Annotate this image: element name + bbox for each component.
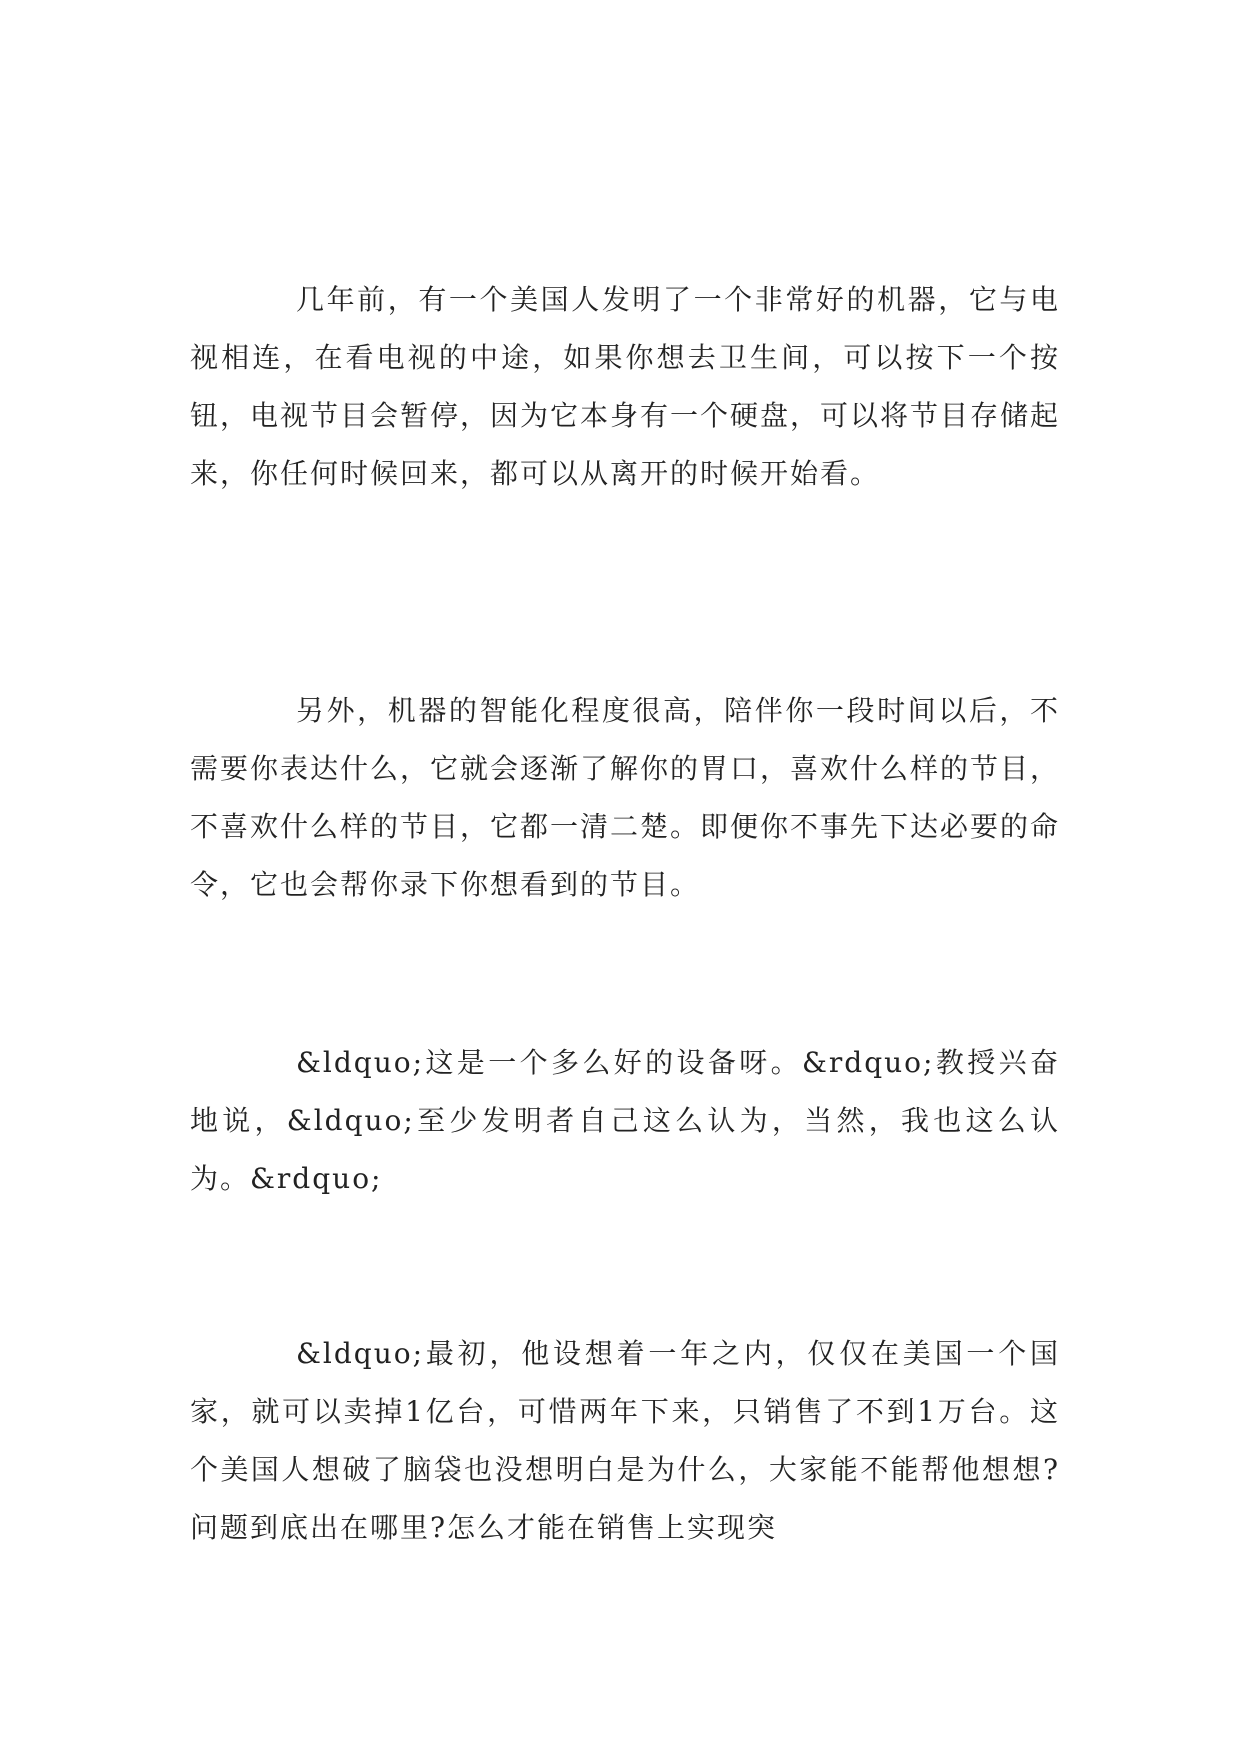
paragraph-4: &ldquo;最初，他设想着一年之内，仅仅在美国一个国家，就可以卖掉1亿台，可惜两年下来，只销售了不到1万台。这个美国人想破了脑袋也没想明白是为什么，大家能不能帮他想想?问题到底出在哪里?怎么才能在销售上实现突: [190, 1337, 1060, 1544]
paragraph-1: 几年前，有一个美国人发明了一个非常好的机器，它与电视相连，在看电视的中途，如果你想去卫生间，可以按下一个按钮，电视节目会暂停，因为它本身有一个硬盘，可以将节目存储起来，你任何时候回来，都可以从离开的时候开始看。: [190, 283, 1061, 490]
paragraph-2: 另外，机器的智能化程度很高，陪伴你一段时间以后，不需要你表达什么，它就会逐渐了解你的胃口，喜欢什么样的节目，不喜欢什么样的节目，它都一清二楚。即便你不事先下达必要的命令，它也会帮你录下你想看到的节目。: [190, 694, 1061, 901]
paragraph-3: &ldquo;这是一个多么好的设备呀。&rdquo;教授兴奋地说，&ldquo;至少发明者自己这么认为，当然，我也这么认为。&rdquo;: [190, 1046, 1060, 1195]
